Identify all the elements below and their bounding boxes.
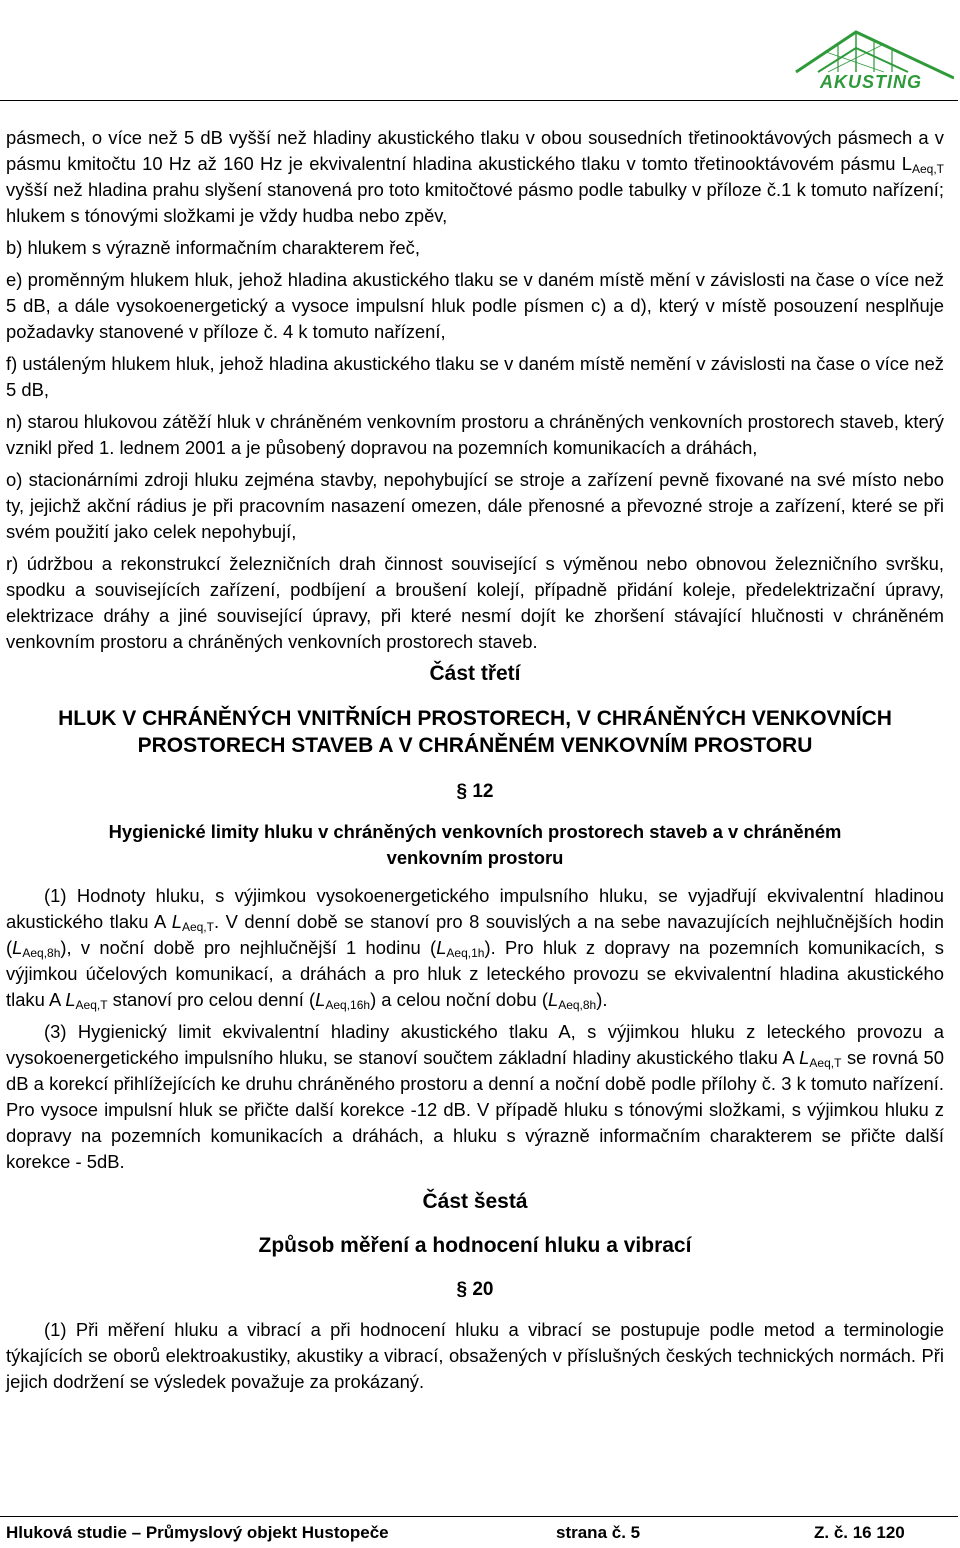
section-12-paragraph-1: (1) Hodnoty hluku, s výjimkou vysokoenergetického impulsního hluku, se vyjadřují ekvivalentní hladinou akustického tlaku A $L_{Aeq,T}$. V denní době se stanoví pro 8 souvislých a na sebe navazujících nejhlučnějších hodin $(L_{Aeq,8h})$, v noční době pro nejhlučnější 1 hodinu $(L_{Aeq,1h})$. Pro hluk z dopravy na pozemních komunikacích, s výjimkou účelových komunikací, a dráhách a pro hluk z leteckého provozu se ekvivalentní hladina akustického tlaku A $L_{Aeq,T}$ stanoví pro celou denní $(L_{Aeq,16h})$ a celou noční dobu $(L_{Aeq,8h})$. [6, 885, 944, 1012]
part-three-title: Část třetí [429, 662, 521, 685]
section-12-title: Hygienické limity hluku v chráněných venkovních prostorech staveb a v chráněném venkovním prostoru [108, 821, 842, 868]
definition-b: b) hlukem s výrazně informačním charakterem řeč, [6, 237, 420, 258]
footer-contract-number: Z. č. 16 120 [814, 1523, 905, 1542]
footer-study-title: Hluková studie – Průmyslový objekt Hustopeče [6, 1523, 389, 1542]
header-rule [0, 100, 958, 101]
section-20-paragraph-1: (1) Při měření hluku a vibrací a při hodnocení hluku a vibrací se postupuje podle metod a terminologie týkajících se oborů elektroakustiky, akustiky a vibrací, obsažených v příslušných českých technických normách. Při jejich dodržení se výsledek považuje za prokázaný. [6, 1319, 944, 1392]
definition-f: f) ustáleným hlukem hluk, jehož hladina akustického tlaku se v daném místě nemění v závislosti na čase o více než 5 dB, [6, 353, 944, 400]
section-12: § 12 [456, 781, 494, 802]
logo-text: AKUSTING [820, 72, 922, 92]
footer-rule [0, 1516, 958, 1517]
definition-e: e) proměnným hlukem hluk, jehož hladina akustického tlaku se v daném místě mění v závislosti na čase o více než 5 dB, a dále vysokoenergetický a vysoce impulsní hluk podle písmen c) a d), který v místě posouzení nesplňuje požadavky stanovené v příloze č. 4 k tomuto nařízení, [6, 269, 944, 342]
section-12-paragraph-3: (3) Hygienický limit ekvivalentní hladiny akustického tlaku A, s výjimkou hluku z leteckého provozu a vysokoenergetického impulsního hluku, se stanoví součtem základní hladiny akustického tlaku A $L_{Aeq,T}$ se rovná 50 dB a korekcí přihlížejících ke druhu chráněného prostoru a denní a noční době podle přílohy č. 3 k tomuto nařízení. Pro vysoce impulsní hluk se přičte další korekce -12 dB. V případě hluku s tónovými složkami, s výjimkou hluku z dopravy na pozemních komunikacích a dráhách, a hluku s výrazně informačním charakterem se přičte další korekce - 5dB. [6, 1021, 944, 1172]
footer-page-number: strana č. 5 [556, 1523, 641, 1542]
part-six-title: Část šestá [422, 1190, 528, 1213]
document-body [6, 125, 944, 1401]
akusting-logo [788, 22, 954, 94]
definition-r: r) údržbou a rekonstrukcí železničních drah činnost související s výměnou nebo obnovou železničního svršku, spodku a souvisejících zařízení, podbíjení a broušení kolejí, případně přidání koleje, předelektrizační úpravy, elektrizace dráhy a jiné související úpravy, při které nesmí dojít ke zhoršení stávající hlučnosti v chráněném venkovním prostoru a chráněných venkovních prostorech staveb. [6, 553, 944, 652]
definition-n: n) starou hlukovou zátěží hluk v chráněném venkovním prostoru a chráněných venkovních prostorech staveb, který vznikl před 1. lednem 2001 a je působený dopravou na pozemních komunikacích a dráhách, [6, 411, 944, 458]
definition-o: o) stacionárními zdroji hluku zejména stavby, nepohybující se stroje a zařízení pevně fixované na své místo nebo ty, jejichž akční rádius je při pracovním nasazení omezen, dále přenosné a převozné stroje a zařízení, které se při svém použití jako celek nepohybují, [6, 469, 944, 542]
paragraph-tonal-noise: pásmech, o více než 5 dB vyšší než hladiny akustického tlaku v obou sousedních třetinooktávových pásmech a v pásmu kmitočtu 10 Hz až 160 Hz je ekvivalentní hladina akustického tlaku v tomto třetinooktávovém pásmu $L_{Aeq,T}$ vyšší než hladina prahu slyšení stanovená pro toto kmitočtové pásmo podle tabulky v příloze č.1 k tomuto nařízení; hlukem s tónovými složkami je vždy hudba nebo zpěv, [6, 127, 944, 226]
section-20: § 20 [456, 1279, 494, 1300]
part-six-subtitle: Způsob měření a hodnocení hluku a vibrací [258, 1234, 692, 1257]
part-three-heading: HLUK V CHRÁNĚNÝCH VNITŘNÍCH PROSTORECH, V CHRÁNĚNÝCH VENKOVNÍCH PROSTORECH STAVEB A V CHRÁNĚNÉM VENKOVNÍM PROSTORU [58, 707, 892, 757]
